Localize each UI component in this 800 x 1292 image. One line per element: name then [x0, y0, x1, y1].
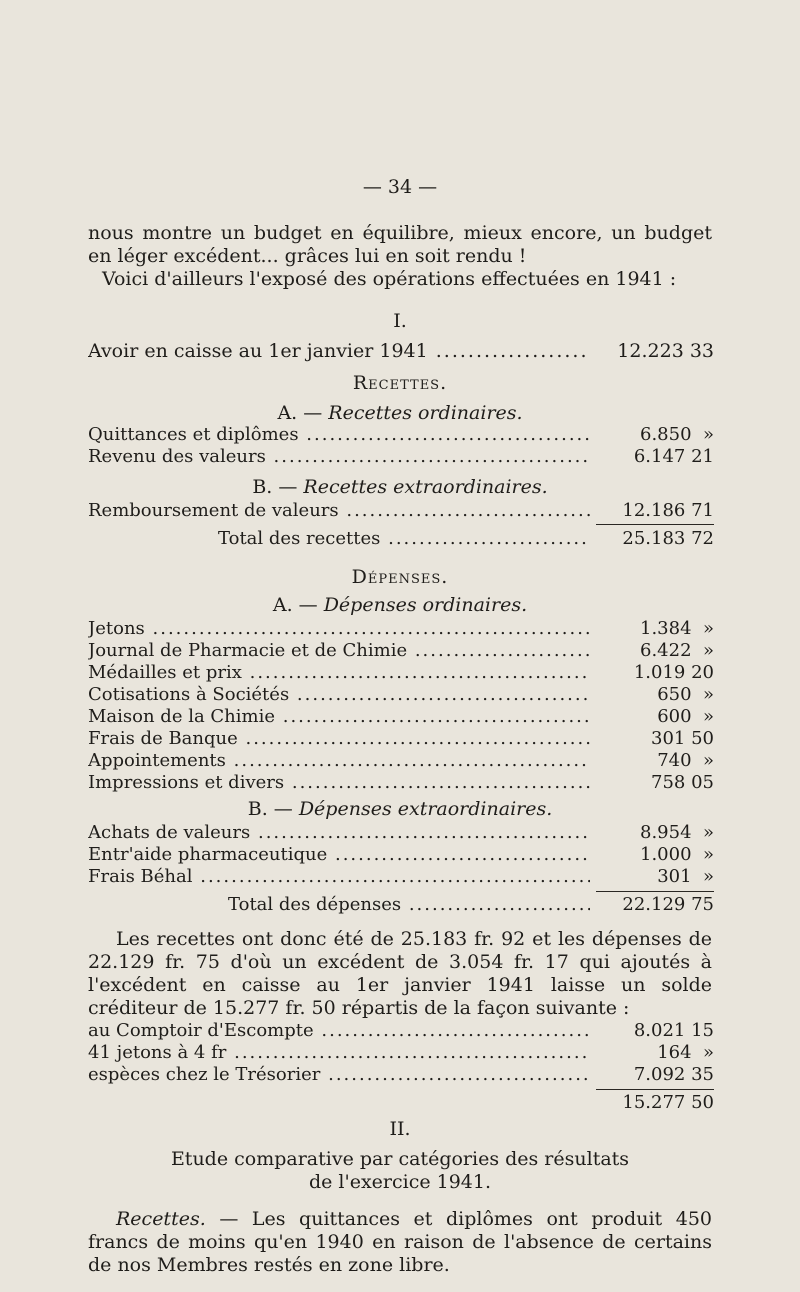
ledger-row — [88, 772, 714, 794]
ledger-row — [88, 640, 714, 662]
ledger-row — [88, 500, 714, 522]
depenses-ordinaires-heading — [0, 594, 800, 616]
ledger-label: Achats de valeurs ..... — [88, 822, 590, 844]
heading-prefix: B. — — [252, 476, 298, 498]
depenses-heading: Dépenses. — [351, 566, 449, 588]
ledger-row — [88, 844, 714, 866]
depenses-extraordinaires-heading — [0, 798, 800, 820]
solde-total-row — [596, 1092, 714, 1114]
ledger-label: Quittances et diplômes ..... — [88, 424, 590, 446]
ledger-label: au Comptoir d'Escompte ..... — [88, 1020, 590, 1042]
recettes-extraordinaires-heading — [0, 476, 800, 498]
heading-prefix: A. — — [277, 402, 323, 424]
ledger-amount: 758 05 — [651, 772, 714, 793]
total-depenses-amount: 22.129 75 — [622, 894, 714, 915]
ledger-label: espèces chez le Trésorier ..... — [88, 1064, 590, 1086]
ledger-amount: 8.021 15 — [633, 1020, 714, 1041]
intro-paragraph-2: Voici d'ailleurs l'exposé des opérations effectuées en 1941 : — [102, 268, 677, 290]
avoir-amount: 12.223 33 — [617, 340, 714, 362]
ledger-amount: 650 » — [657, 684, 714, 705]
ledger-amount: 1.384 » — [640, 618, 714, 639]
ledger-row — [88, 1042, 714, 1064]
heading-prefix: A. — — [272, 594, 318, 616]
section-2-title-line-2: de l'exercice 1941. — [308, 1171, 492, 1193]
ledger-row — [88, 822, 714, 844]
heading-prefix: B. — — [247, 798, 293, 820]
sum-rule — [596, 1089, 714, 1090]
ledger-row — [88, 618, 714, 640]
intro-paragraph-1: nous montre un budget en équilibre, mieux encore, un budget en léger excédent... grâces lui en soit rendu ! — [88, 222, 712, 267]
ledger-label: Médailles et prix ..... — [88, 662, 590, 684]
heading-title: Recettes extraordinaires. — [303, 476, 548, 498]
ledger-amount: 301 50 — [651, 728, 714, 749]
ledger-row — [88, 866, 714, 888]
total-recettes-row — [218, 528, 714, 550]
ledger-amount: 1.000 » — [640, 844, 714, 865]
recettes-comment-text: — Les quittances et diplômes ont produit 450 francs de moins qu'en 1940 en raison de l'absence de certains de nos Membres restés en zone libre. — [88, 1208, 712, 1276]
solde-total-amount: 15.277 50 — [622, 1092, 714, 1113]
ledger-amount: 12.186 71 — [622, 500, 714, 521]
ledger-row — [88, 1020, 714, 1042]
ledger-label: Frais de Banque ..... — [88, 728, 590, 750]
total-recettes-label: Total des recettes ..... — [218, 528, 590, 550]
sum-rule — [596, 524, 714, 525]
ledger-row — [88, 662, 714, 684]
ledger-amount: 164 » — [657, 1042, 714, 1063]
section-2-heading: II. — [389, 1118, 411, 1140]
ledger-row — [88, 684, 714, 706]
total-recettes-amount: 25.183 72 — [622, 528, 714, 549]
ledger-row — [88, 728, 714, 750]
heading-title: Dépenses extraordinaires. — [298, 798, 553, 820]
total-depenses-row — [228, 894, 714, 916]
ledger-amount: 740 » — [657, 750, 714, 771]
ledger-label: Impressions et divers ..... — [88, 772, 590, 794]
ledger-row — [88, 446, 714, 468]
recettes-ordinaires-heading — [0, 402, 800, 424]
total-depenses-label: Total des dépenses ..... — [228, 894, 590, 916]
recettes-comment-paragraph — [88, 1208, 712, 1277]
ledger-amount: 1.019 20 — [633, 662, 714, 683]
ledger-amount: 6.422 » — [640, 640, 714, 661]
summary-paragraph: Les recettes ont donc été de 25.183 fr. 92 et les dépenses de 22.129 fr. 75 d'où un excédent de 3.054 fr. 17 qui ajoutés à l'excédent en caisse au 1er janvier 1941 laisse un solde créditeur de 15.277 fr. 50 répartis de la façon suivante : — [88, 928, 712, 1019]
avoir-row — [88, 340, 714, 362]
ledger-label: Revenu des valeurs ..... — [88, 446, 590, 468]
ledger-label: Maison de la Chimie ..... — [88, 706, 590, 728]
ledger-label: 41 jetons à 4 fr ..... — [88, 1042, 590, 1064]
ledger-label: Remboursement de valeurs ..... — [88, 500, 590, 522]
ledger-amount: 6.147 21 — [633, 446, 714, 467]
ledger-label: Frais Béhal ..... — [88, 866, 590, 888]
ledger-label: Cotisations à Sociétés ..... — [88, 684, 590, 706]
ledger-row — [88, 750, 714, 772]
section-1-heading: I. — [393, 310, 407, 332]
ledger-row — [88, 1064, 714, 1086]
ledger-label: Jetons ..... — [88, 618, 590, 640]
page-number: — 34 — — [362, 176, 438, 198]
ledger-amount: 7.092 35 — [633, 1064, 714, 1085]
ledger-amount: 6.850 » — [640, 424, 714, 445]
recettes-heading: Recettes. — [352, 372, 448, 394]
recettes-lead: Recettes. — [116, 1208, 206, 1230]
ledger-label: Appointements ..... — [88, 750, 590, 772]
ledger-amount: 600 » — [657, 706, 714, 727]
section-2-title-line-1: Etude comparative par catégories des résultats — [170, 1148, 630, 1170]
ledger-row — [88, 706, 714, 728]
ledger-row — [88, 424, 714, 446]
avoir-label: Avoir en caisse au 1er janvier 1941 ..... — [88, 340, 590, 362]
heading-title: Recettes ordinaires. — [328, 402, 523, 424]
ledger-label: Journal de Pharmacie et de Chimie ..... — [88, 640, 590, 662]
sum-rule — [596, 891, 714, 892]
heading-title: Dépenses ordinaires. — [323, 594, 528, 616]
ledger-label: Entr'aide pharmaceutique ..... — [88, 844, 590, 866]
ledger-amount: 301 » — [657, 866, 714, 887]
ledger-amount: 8.954 » — [640, 822, 714, 843]
